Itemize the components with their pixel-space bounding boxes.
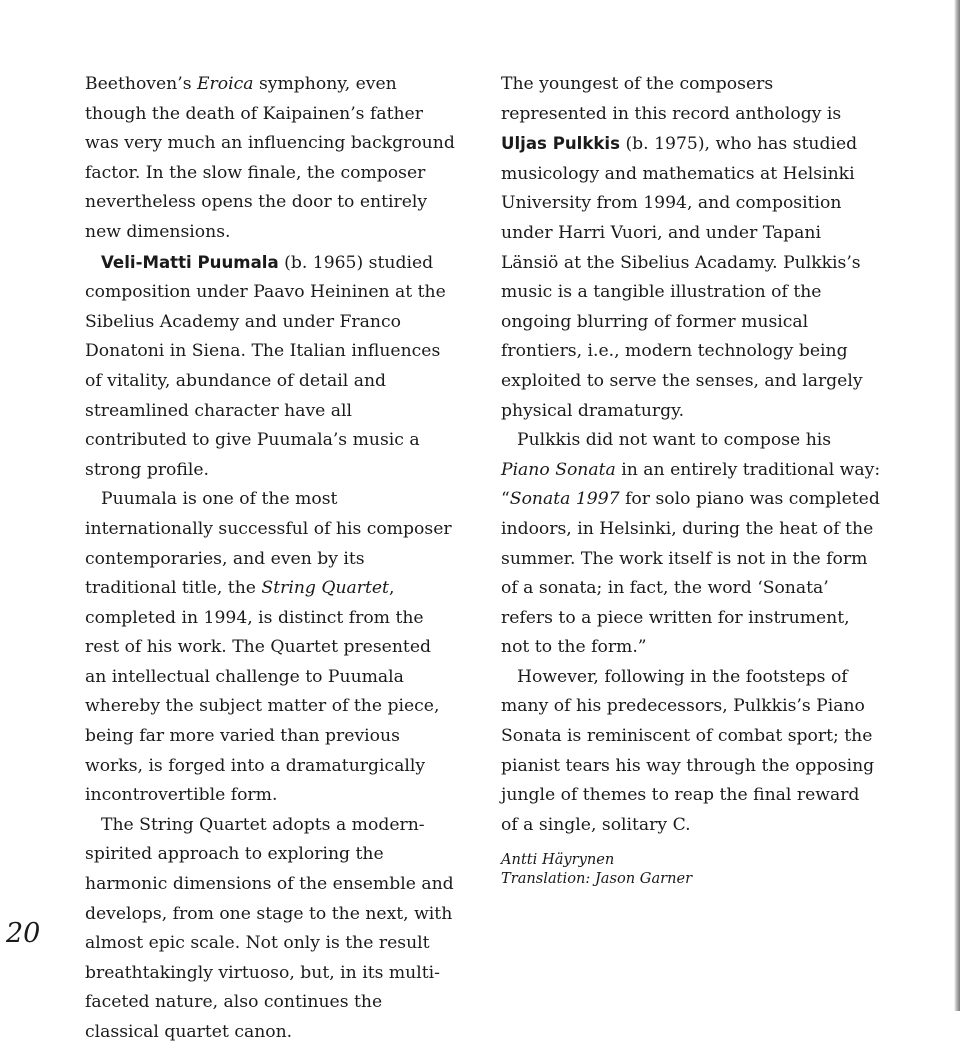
translation-credit: Translation: Jason Garner bbox=[501, 870, 693, 887]
work-title-string-quartet: String Quartet bbox=[261, 578, 389, 599]
paragraph-eroica bbox=[85, 70, 457, 248]
author-credit: Antti Häyrynen bbox=[501, 851, 615, 868]
text-span: The youngest of the composers represented in this record anthology is bbox=[501, 74, 842, 124]
work-title-eroica: Eroica bbox=[197, 74, 254, 94]
text-span: (b. 1975), who has studied musicology and mathematics at Helsinki University from 1994, and composition under Harri Vuori, and under Tapani Länsiö at the Sibelius Acadamy. Pulkkis’s music is a tangible illustration of the ongoing blurring of former musical frontiers, i.e., modern technology being exploited to serve the senses, and largely physical dramaturgy. bbox=[501, 134, 863, 421]
paragraph-string-quartet bbox=[85, 485, 457, 811]
text-span: in an entirely traditional way: “ bbox=[501, 459, 881, 510]
text-span: , completed in 1994, is distinct from the rest of his work. The Quartet presented an intellectual challenge to Puumala whereby the subject matter of the piece, being far more varied than previous works, is forged into a dramaturgically incontrovertible form. bbox=[85, 578, 440, 806]
page-edge-shadow bbox=[954, 0, 960, 1011]
paragraph-pulkkis-bio bbox=[501, 70, 881, 426]
paragraph-combat-sport: However, following in the footsteps of many of his predecessors, Pulkkis’s Piano Sonata is reminiscent of combat sport; the pianist tears his way through the opposing jungle of themes to reap the final reward of a single, solitary C. bbox=[501, 666, 875, 835]
text-span: Beethoven’s bbox=[85, 74, 197, 94]
work-title-piano-sonata: Piano Sonata bbox=[501, 459, 616, 480]
right-text-column bbox=[501, 70, 881, 840]
page-number: 20 bbox=[6, 918, 41, 949]
left-text-column bbox=[85, 70, 457, 1048]
credits bbox=[501, 850, 692, 888]
paragraph-quartet-approach: The String Quartet adopts a modern-spirited approach to exploring the harmonic dimensions of the ensemble and develops, from one stage to the next, with almost epic scale. Not only is the result breathtakingly virtuoso, but, in its multi-faceted nature, also continues the classical quartet canon. bbox=[85, 814, 454, 1042]
paragraph-piano-sonata bbox=[501, 426, 881, 663]
composer-name-pulkkis: Uljas Pulkkis bbox=[501, 134, 621, 154]
text-span: for solo piano was completed indoors, in Helsinki, during the heat of the summer. The work itself is not in the form of a sonata; in fact, the word ‘Sonata’ refers to a piece written for instrument, not to the form.” bbox=[501, 489, 880, 658]
composer-name-puumala: Veli-Matti Puumala bbox=[101, 252, 279, 272]
work-title-sonata-1997: Sonata 1997 bbox=[509, 489, 620, 510]
text-span: symphony, even though the death of Kaipainen’s father was very much an influencing background factor. In the slow finale, the composer nevertheless opens the door to entirely new dimensions. bbox=[85, 74, 455, 242]
text-span: Puumala is one of the most internationally successful of his composer contemporaries, and even by its traditional title, the bbox=[85, 489, 452, 599]
text-span: (b. 1965) studied composition under Paavo Heininen at the Sibelius Academy and under Franco Donatoni in Siena. The Italian influences of vitality, abundance of detail and streamlined character have all contributed to give Puumala’s music a strong profile. bbox=[85, 252, 446, 480]
paragraph-puumala-bio bbox=[85, 248, 457, 486]
text-span: Pulkkis did not want to compose his bbox=[517, 430, 832, 451]
